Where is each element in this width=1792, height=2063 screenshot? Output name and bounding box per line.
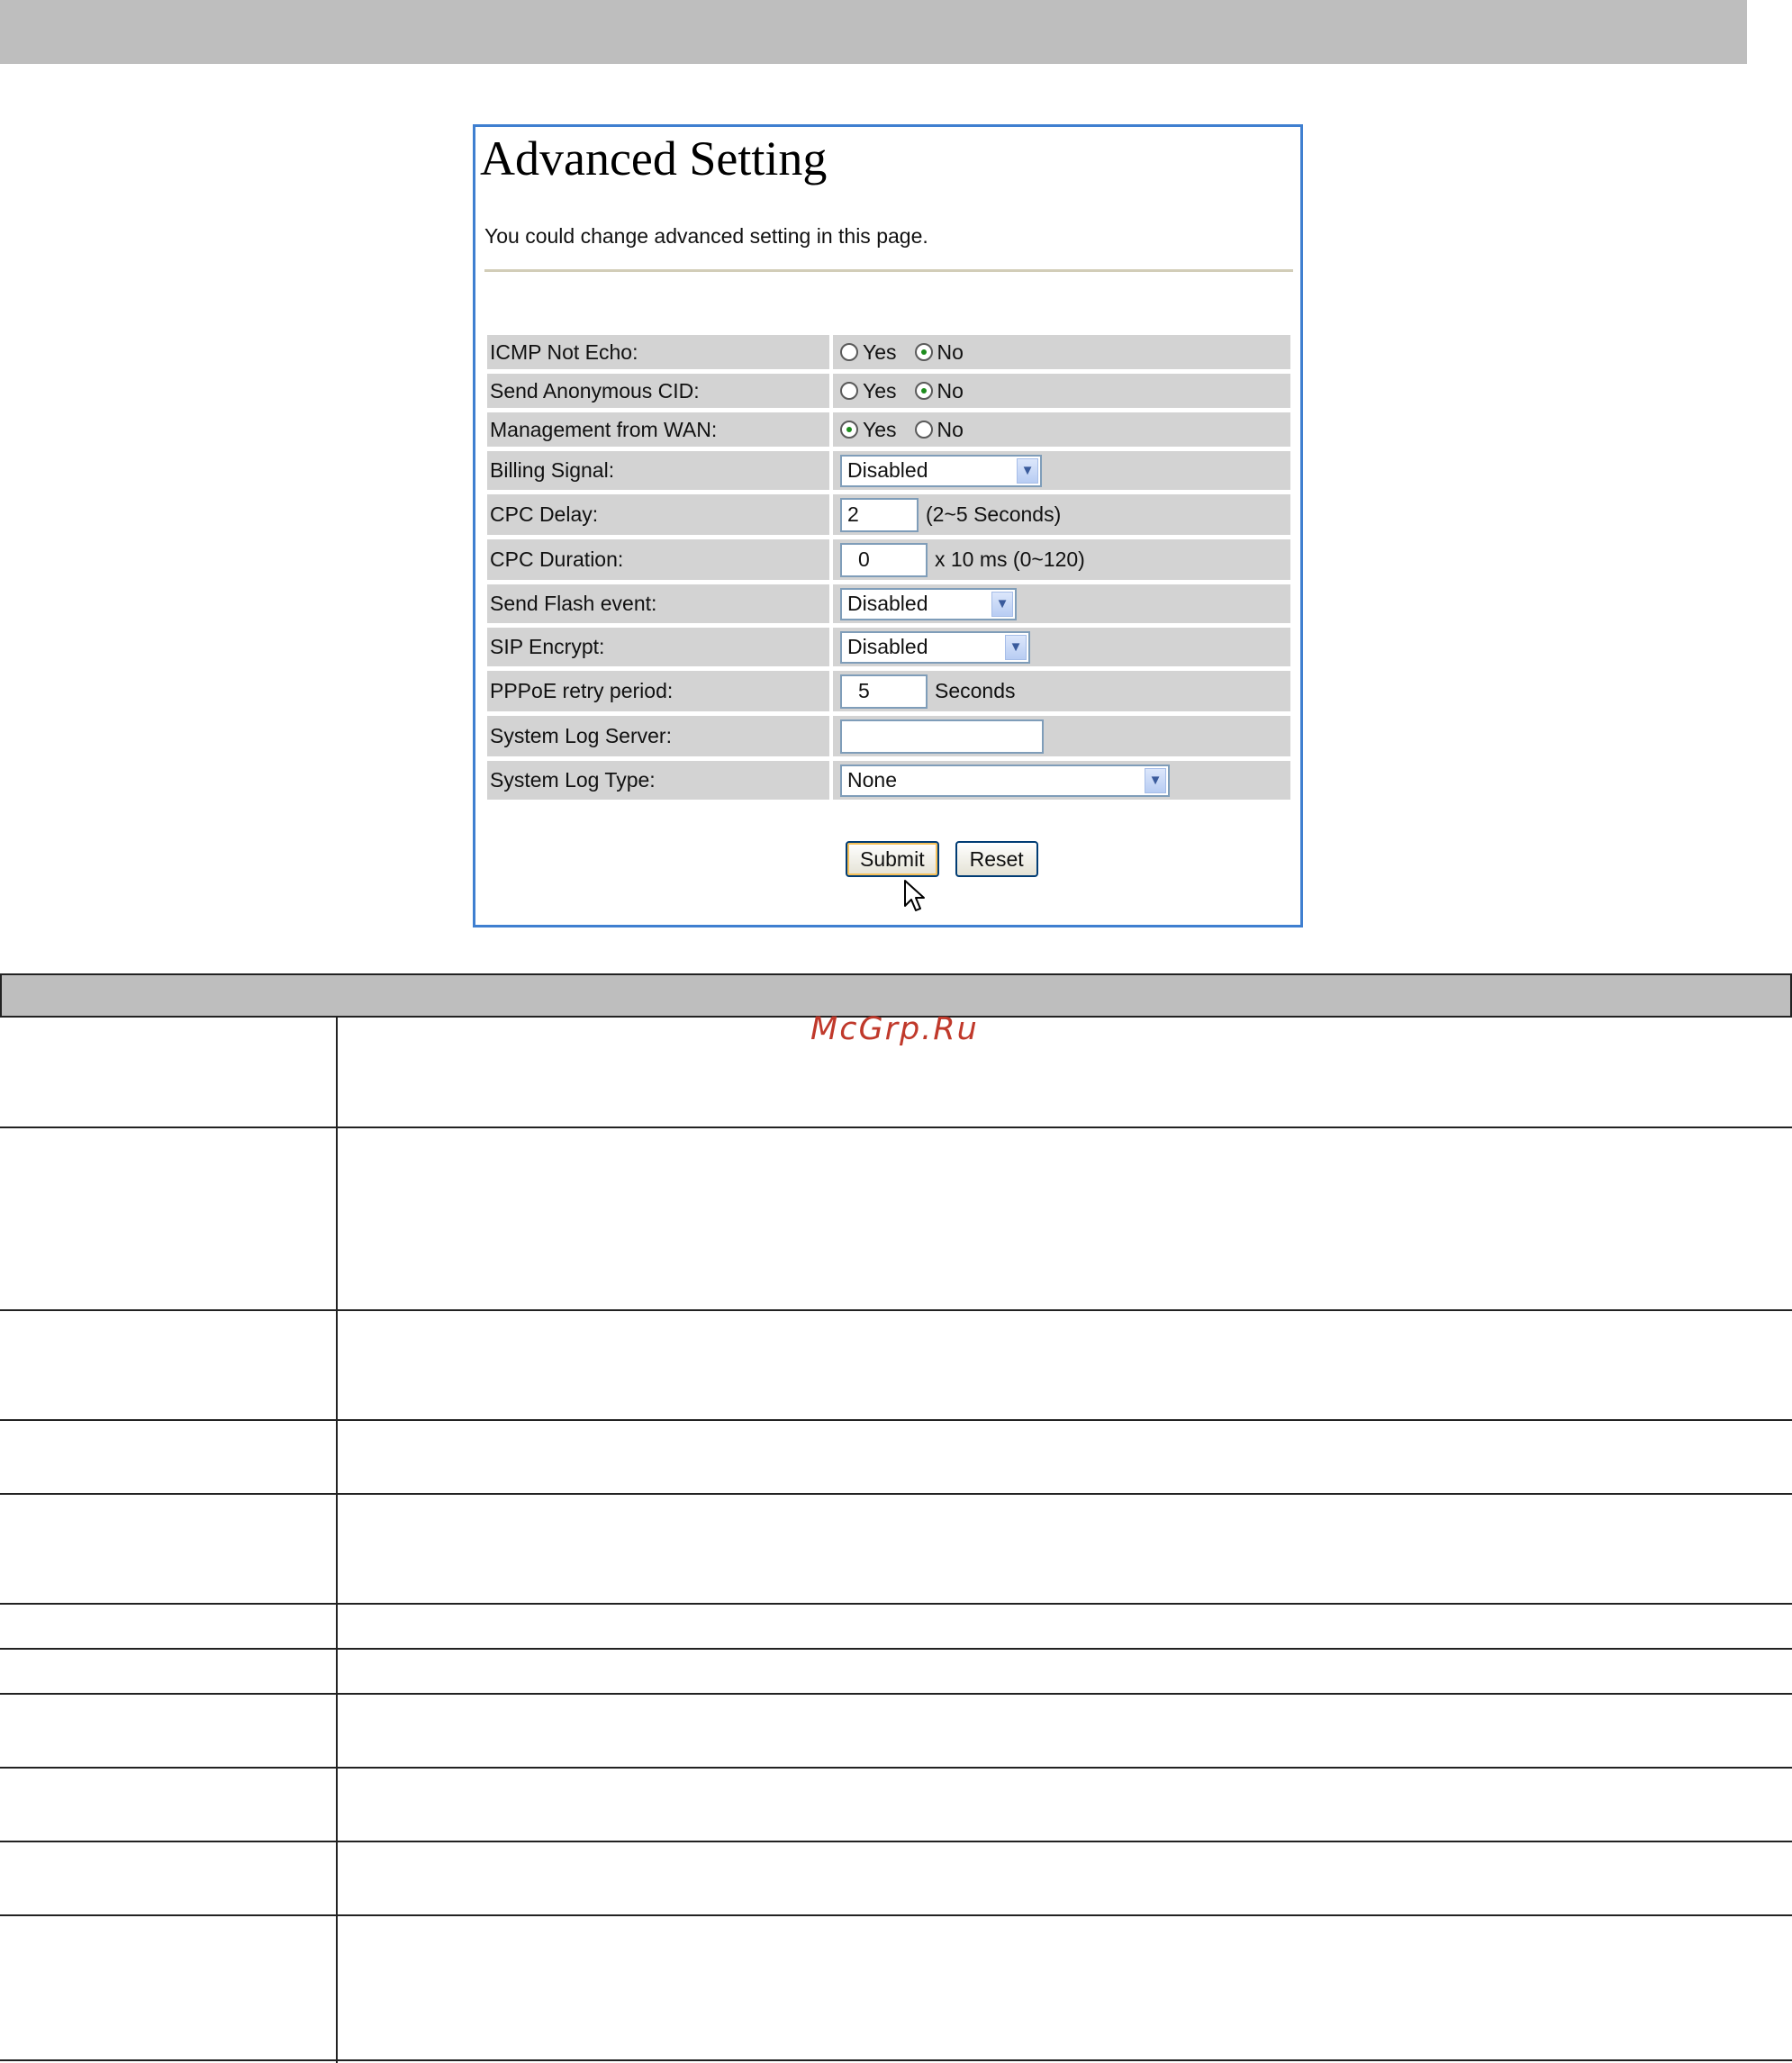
table-row-divider <box>0 2059 1792 2061</box>
pppoe-retry-input[interactable]: 5 <box>840 674 928 709</box>
chevron-down-icon: ▼ <box>1017 458 1038 484</box>
send-flash-event-select[interactable]: Disabled ▼ <box>840 588 1017 620</box>
row-send-flash-event <box>487 584 1290 623</box>
wan-mgmt-yes-radio[interactable]: Yes <box>840 418 897 442</box>
field-label: Send Anonymous CID: <box>487 374 833 408</box>
table-column-divider <box>336 1018 338 2063</box>
row-system-log-type <box>487 761 1290 800</box>
form-buttons <box>846 841 1038 877</box>
radio-checked-icon <box>915 382 933 400</box>
field-label: CPC Duration: <box>487 539 833 580</box>
cpc-delay-hint: (2~5 Seconds) <box>926 502 1062 526</box>
table-row-divider <box>0 1693 1792 1695</box>
row-send-anonymous-cid <box>487 374 1290 408</box>
row-management-from-wan <box>487 412 1290 447</box>
field-label: PPPoE retry period: <box>487 671 833 711</box>
field-label: System Log Type: <box>487 761 833 800</box>
field-label: Management from WAN: <box>487 412 833 447</box>
divider <box>484 269 1293 272</box>
row-cpc-duration <box>487 539 1290 580</box>
row-icmp-not-echo <box>487 335 1290 369</box>
mouse-cursor-icon <box>903 879 927 915</box>
anon-cid-no-radio[interactable]: No <box>915 379 964 403</box>
radio-circle-icon <box>840 382 858 400</box>
radio-checked-icon <box>840 421 858 439</box>
submit-button[interactable]: Submit <box>846 841 939 877</box>
table-row-divider <box>0 1127 1792 1128</box>
page-title: Advanced Setting <box>480 131 828 185</box>
table-row-divider <box>0 1914 1792 1916</box>
row-system-log-server <box>487 716 1290 756</box>
field-label: System Log Server: <box>487 716 833 756</box>
radio-circle-icon <box>915 421 933 439</box>
header-bar <box>0 0 1747 64</box>
icmp-no-radio[interactable]: No <box>915 340 964 365</box>
field-label: Send Flash event: <box>487 584 833 623</box>
system-log-server-input[interactable] <box>840 719 1044 754</box>
system-log-type-select[interactable]: None ▼ <box>840 765 1170 797</box>
table-row-divider <box>0 1493 1792 1495</box>
row-cpc-delay <box>487 494 1290 535</box>
chevron-down-icon: ▼ <box>991 592 1013 617</box>
icmp-yes-radio[interactable]: Yes <box>840 340 897 365</box>
radio-checked-icon <box>915 343 933 361</box>
table-row-divider <box>0 1309 1792 1311</box>
pppoe-retry-unit: Seconds <box>935 679 1016 702</box>
row-sip-encrypt <box>487 628 1290 666</box>
table-row-divider <box>0 1841 1792 1842</box>
settings-form <box>487 335 1290 804</box>
watermark: McGrp.Ru <box>810 1011 979 1047</box>
row-pppoe-retry-period <box>487 671 1290 711</box>
table-row-divider <box>0 1648 1792 1650</box>
page-subtitle: You could change advanced setting in this page. <box>484 224 928 248</box>
radio-circle-icon <box>840 343 858 361</box>
table-row-divider <box>0 1419 1792 1421</box>
chevron-down-icon: ▼ <box>1145 768 1166 793</box>
field-label: SIP Encrypt: <box>487 628 833 666</box>
row-billing-signal <box>487 451 1290 490</box>
reset-button[interactable]: Reset <box>955 841 1038 877</box>
billing-signal-select[interactable]: Disabled ▼ <box>840 455 1042 487</box>
table-row-divider <box>0 1603 1792 1605</box>
advanced-setting-panel <box>473 124 1303 927</box>
field-label: Billing Signal: <box>487 451 833 490</box>
anon-cid-yes-radio[interactable]: Yes <box>840 379 897 403</box>
chevron-down-icon: ▼ <box>1005 635 1027 660</box>
cpc-delay-input[interactable]: 2 <box>840 498 919 532</box>
sip-encrypt-select[interactable]: Disabled ▼ <box>840 631 1030 664</box>
cpc-duration-hint: x 10 ms (0~120) <box>935 547 1085 571</box>
field-label: CPC Delay: <box>487 494 833 535</box>
field-label: ICMP Not Echo: <box>487 335 833 369</box>
cpc-duration-input[interactable]: 0 <box>840 543 928 577</box>
table-row-divider <box>0 1767 1792 1769</box>
wan-mgmt-no-radio[interactable]: No <box>915 418 964 442</box>
